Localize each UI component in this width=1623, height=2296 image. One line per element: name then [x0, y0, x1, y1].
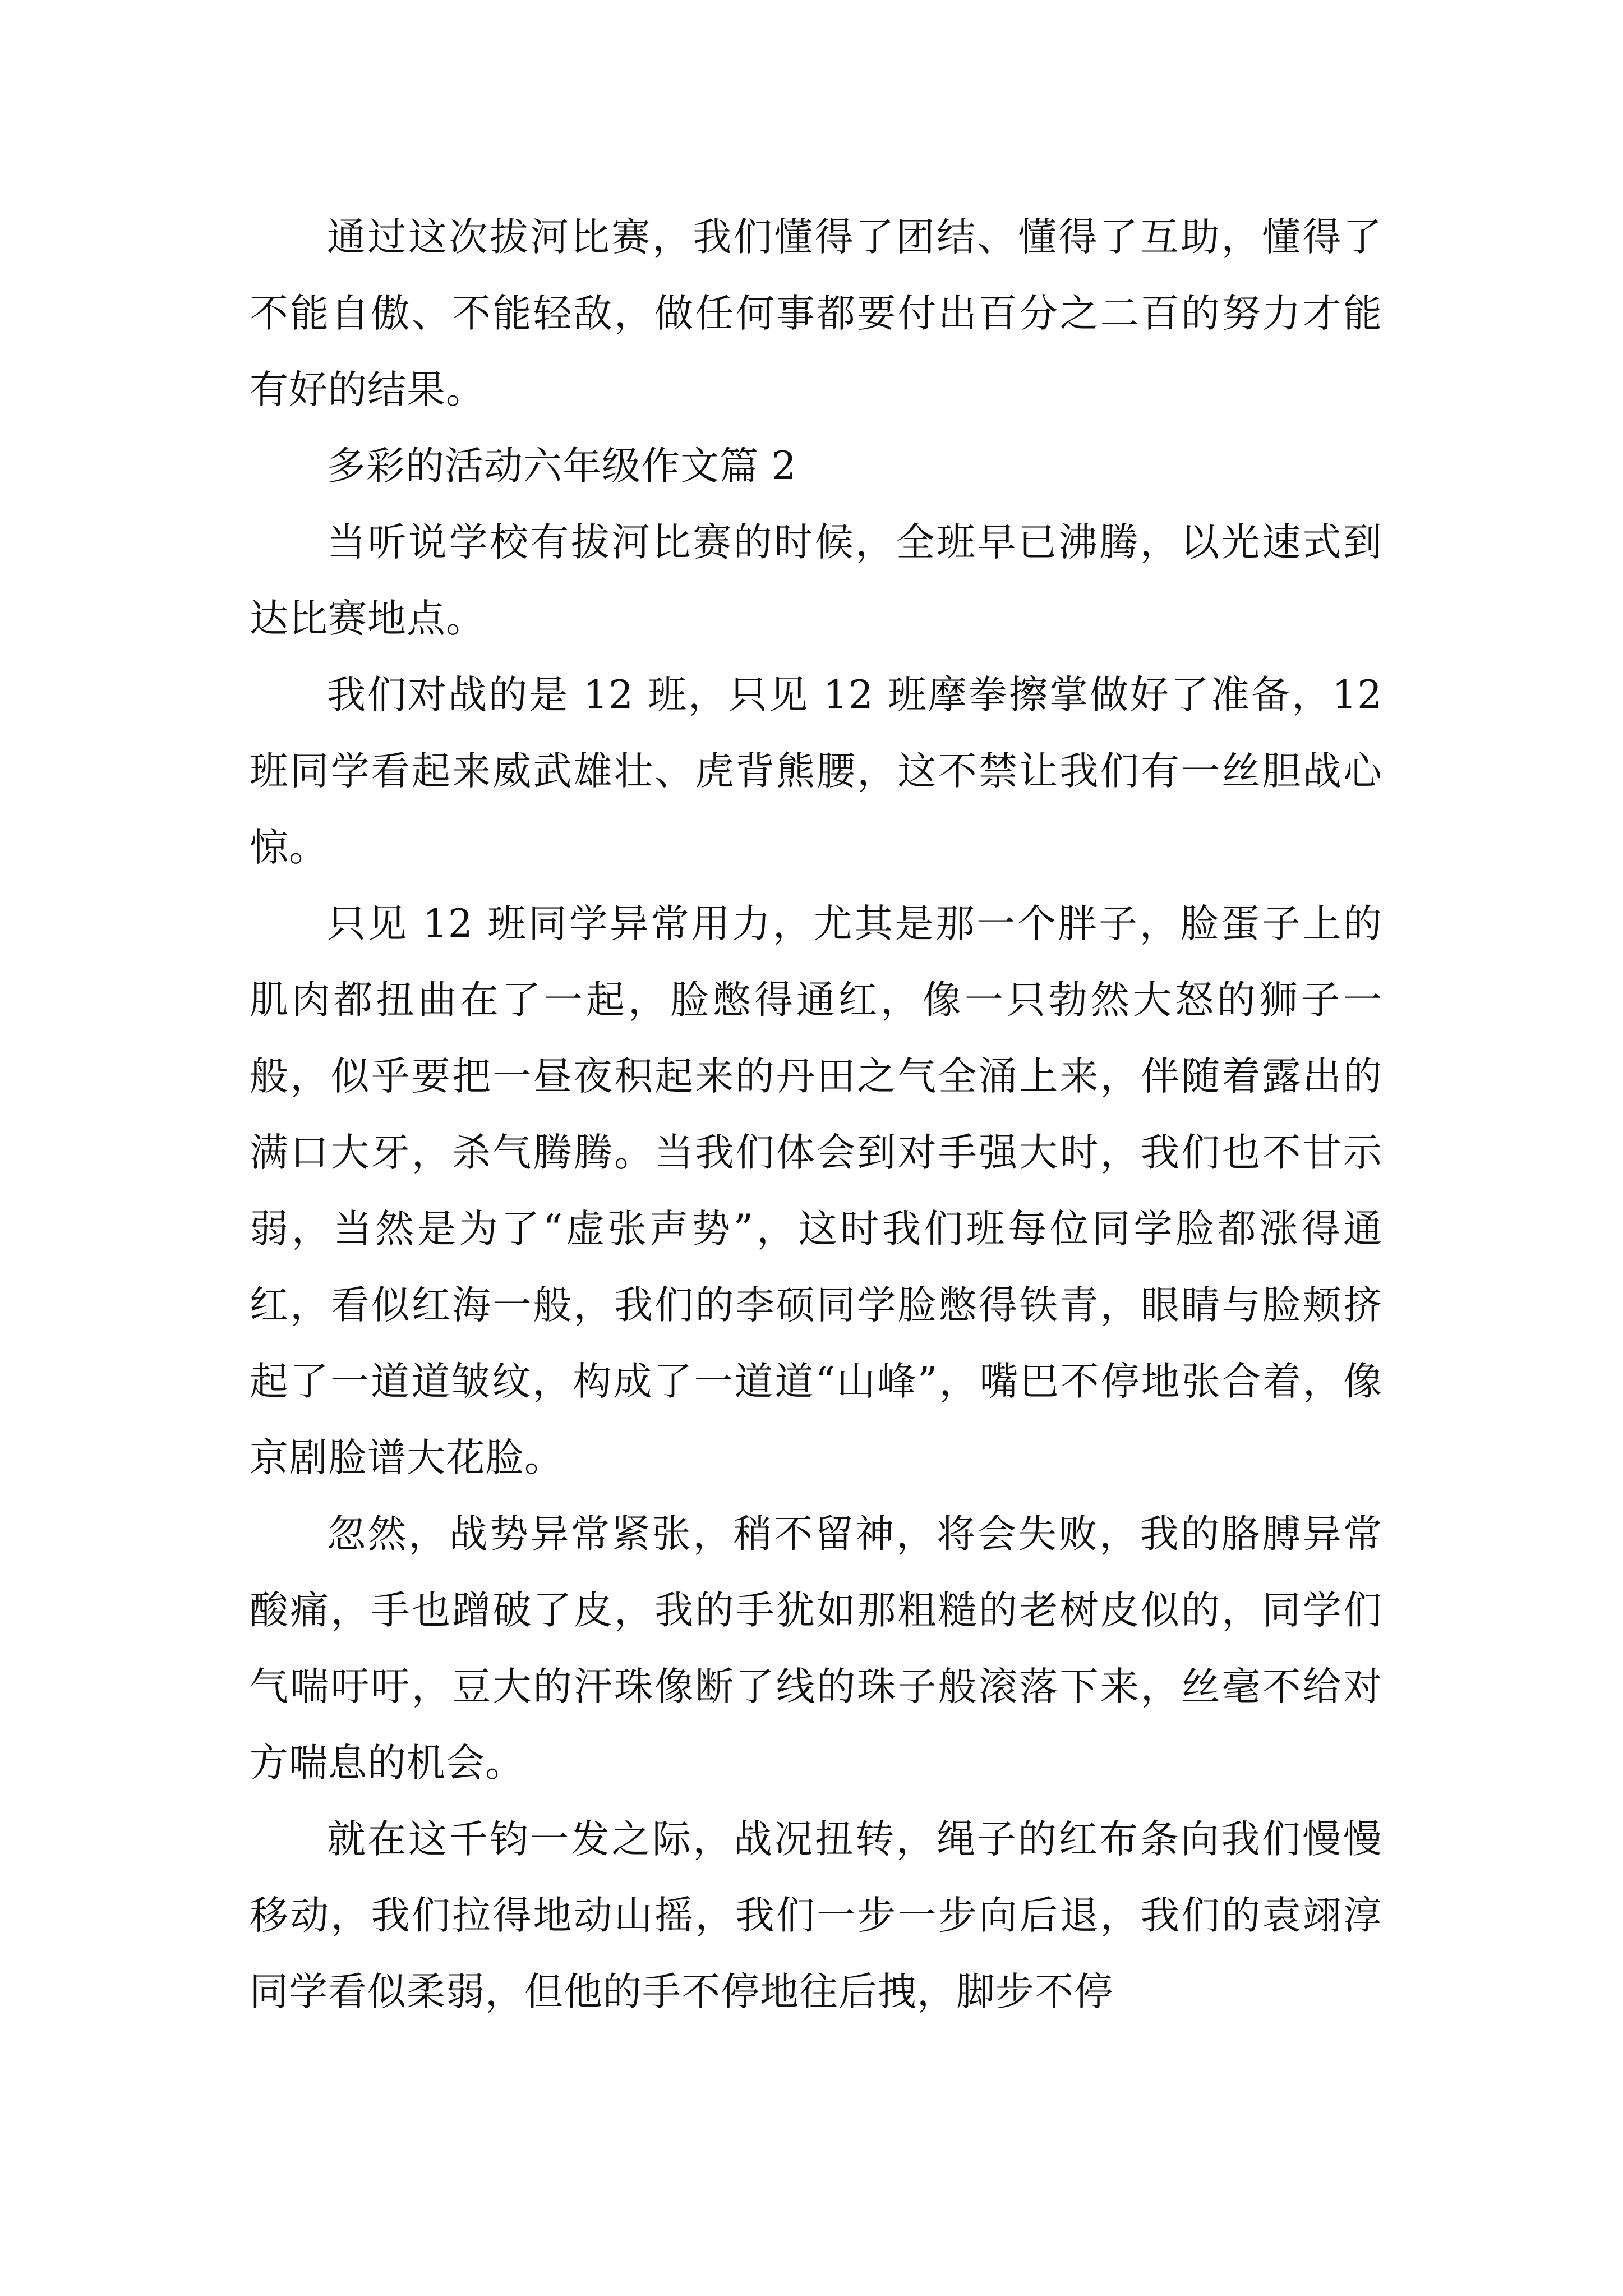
- paragraph-struggle: 只见 12 班同学异常用力，尤其是那一个胖子，脸蛋子上的肌肉都扭曲在了一起，脸憋得通红，像一只勃然大怒的狮子一般，似乎要把一昼夜积起来的丹田之气全涌上来，伴随着露出的满口大牙，杀气腾腾。当我们体会到对手强大时，我们也不甘示弱，当然是为了“虚张声势”，这时我们班每位同学脸都涨得通红，看似红海一般，我们的李硕同学脸憋得铁青，眼睛与脸颊挤起了一道道皱纹，构成了一道道“山峰”，嘴巴不停地张合着，像京剧脸谱大花脸。: [250, 901, 1382, 1480]
- paragraph-opponent: 我们对战的是 12 班，只见 12 班摩拳擦掌做好了准备，12 班同学看起来威武雄壮、虎背熊腰，这不禁让我们有一丝胆战心惊。: [250, 673, 1382, 870]
- paragraph-intro: 当听说学校有拔河比赛的时候，全班早已沸腾，以光速式到达比赛地点。: [250, 520, 1382, 641]
- paragraph-turning-point: 就在这千钧一发之际，战况扭转，绳子的红布条向我们慢慢移动，我们拉得地动山摇，我们一步一步向后退，我们的袁翊淳同学看似柔弱，但他的手不停地往后拽，脚步不停: [250, 1817, 1382, 2014]
- paragraph-conclusion: 通过这次拔河比赛，我们懂得了团结、懂得了互助，懂得了不能自傲、不能轻敌，做任何事都要付出百分之二百的努力才能有好的结果。: [250, 215, 1382, 412]
- section-heading: 多彩的活动六年级作文篇 2: [327, 444, 797, 489]
- paragraph-tension: 忽然，战势异常紧张，稍不留神，将会失败，我的胳膊异常酸痛，手也蹭破了皮，我的手犹如那粗糙的老树皮似的，同学们气喘吁吁，豆大的汗珠像断了线的珠子般滚落下来，丝毫不给对方喘息的机会。: [250, 1512, 1382, 1786]
- document-body: [250, 199, 1382, 2030]
